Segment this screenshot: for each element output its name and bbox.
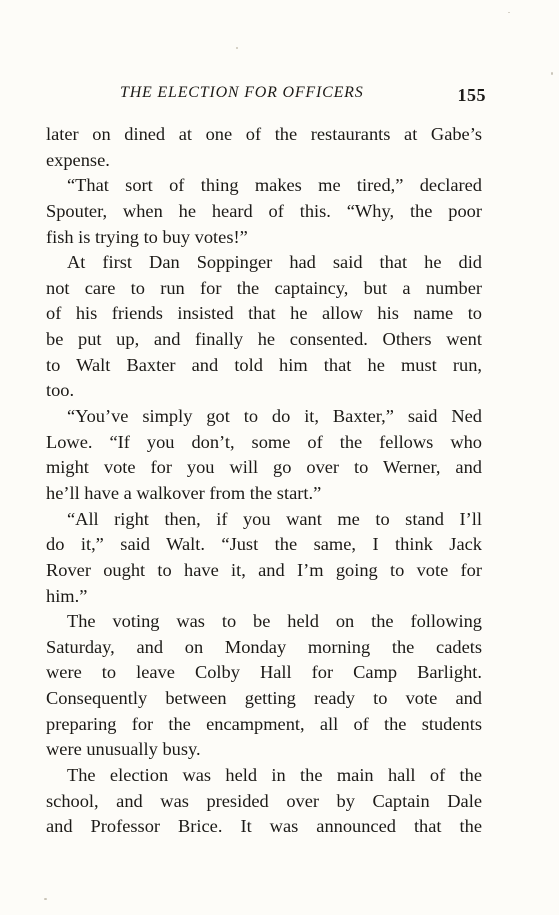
chapter-title: THE ELECTION FOR OFFICERS <box>120 84 364 101</box>
text-line: fish is trying to buy votes!” <box>46 226 248 247</box>
text-line: Consequently between getting ready to vote and <box>46 688 482 709</box>
text-line: The election was held in the main hall of the <box>67 765 482 786</box>
text-line: he’ll have a walkover from the start.” <box>46 482 322 503</box>
text-line: of his friends insisted that he allow his name to <box>46 303 482 324</box>
text-line: expense. <box>46 149 110 170</box>
page-number: 155 <box>457 85 486 105</box>
text-line: Spouter, when he heard of this. “Why, the poor <box>46 200 482 221</box>
text-line: him.” <box>46 585 88 606</box>
paper-speck <box>508 12 510 13</box>
text-line: later on dined at one of the restaurants at Gabe’s <box>46 124 482 144</box>
text-line: At first Dan Soppinger had said that he did <box>67 252 482 273</box>
text-line: were unusually busy. <box>46 739 201 760</box>
text-line: might vote for you will go over to Werner, and <box>46 457 482 478</box>
text-line: to Walt Baxter and told him that he must run, <box>46 354 482 375</box>
body-text <box>46 122 482 840</box>
text-line: Saturday, and on Monday morning the cadets <box>46 636 482 657</box>
paper-speck <box>551 72 553 75</box>
text-line: do it,” said Walt. “Just the same, I think Jack <box>46 534 482 555</box>
running-header <box>46 84 486 108</box>
text-line: be put up, and finally he consented. Others went <box>46 329 482 350</box>
text-line: The voting was to be held on the following <box>67 611 482 632</box>
paper-speck <box>236 47 238 49</box>
paper-speck <box>44 898 47 900</box>
text-line: preparing for the encampment, all of the students <box>46 713 482 734</box>
text-line: were to leave Colby Hall for Camp Barlight. <box>46 662 482 683</box>
text-line: not care to run for the captaincy, but a number <box>46 277 482 298</box>
text-line: Lowe. “If you don’t, some of the fellows who <box>46 431 482 452</box>
text-line: Rover ought to have it, and I’m going to vote for <box>46 559 482 580</box>
text-line: and Professor Brice. It was announced that the <box>46 816 482 837</box>
text-line: “That sort of thing makes me tired,” declared <box>67 175 482 196</box>
text-line: “You’ve simply got to do it, Baxter,” said Ned <box>67 406 482 427</box>
text-line: “All right then, if you want me to stand I’ll <box>67 508 482 529</box>
text-line: too. <box>46 380 75 401</box>
text-line: school, and was presided over by Captain Dale <box>46 790 482 811</box>
